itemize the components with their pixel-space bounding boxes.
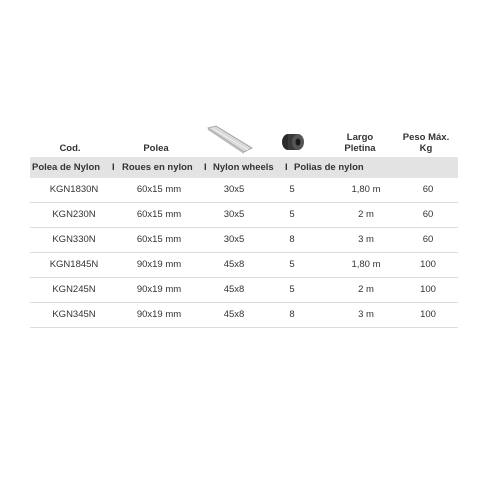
table-header	[0, 124, 494, 154]
table-row	[30, 178, 458, 203]
cell-largo: 2 m	[358, 209, 374, 220]
band-separator: I	[112, 162, 115, 173]
cell-cod: KGN1830N	[49, 184, 99, 195]
table-row	[30, 203, 458, 228]
cell-wheel: 5	[289, 284, 295, 295]
cell-wheel: 5	[289, 184, 295, 195]
cell-cod: KGN345N	[52, 309, 96, 320]
cell-bar-size: 30x5	[223, 234, 245, 245]
cell-bar-size: 30x5	[223, 184, 245, 195]
cell-largo: 3 m	[358, 309, 374, 320]
cell-largo: 1,80 m	[351, 259, 381, 270]
cell-cod: KGN230N	[52, 209, 96, 220]
cell-largo: 3 m	[358, 234, 374, 245]
cell-cod: KGN330N	[52, 234, 96, 245]
header-polea: Polea	[143, 143, 169, 154]
cell-polea: 90x19 mm	[136, 259, 182, 270]
cell-bar-size: 45x8	[223, 309, 245, 320]
product-rows	[30, 178, 458, 328]
flat-bar-icon	[204, 124, 254, 154]
band-label-en: Nylon wheels	[213, 162, 274, 173]
cell-wheel: 8	[289, 309, 295, 320]
header-largo-pletina	[330, 132, 390, 154]
cell-peso: 60	[422, 209, 434, 220]
table-row	[30, 278, 458, 303]
cell-peso: 100	[420, 259, 436, 270]
table-row	[30, 253, 458, 278]
header-peso-line1: Peso Máx.	[402, 132, 450, 143]
nylon-wheel-icon	[280, 132, 306, 152]
header-cod: Cod.	[59, 143, 81, 154]
cell-cod: KGN1845N	[49, 259, 99, 270]
cell-wheel: 8	[289, 234, 295, 245]
cell-bar-size: 30x5	[223, 209, 245, 220]
cell-largo: 2 m	[358, 284, 374, 295]
cell-wheel: 5	[289, 209, 295, 220]
cell-peso: 60	[422, 234, 434, 245]
cell-largo: 1,80 m	[351, 184, 381, 195]
cell-cod: KGN245N	[52, 284, 96, 295]
cell-polea: 60x15 mm	[136, 209, 182, 220]
header-peso-line2: Kg	[419, 143, 433, 154]
cell-wheel: 5	[289, 259, 295, 270]
band-label-es: Polea de Nylon	[32, 162, 101, 173]
cell-polea: 60x15 mm	[136, 184, 182, 195]
cell-polea: 60x15 mm	[136, 234, 182, 245]
header-largo-line2: Pletina	[344, 143, 376, 154]
cell-peso: 100	[420, 309, 436, 320]
cell-peso: 100	[420, 284, 436, 295]
cell-polea: 90x19 mm	[136, 284, 182, 295]
header-largo-line1: Largo	[346, 132, 374, 143]
cell-polea: 90x19 mm	[136, 309, 182, 320]
band-label-fr: Roues en nylon	[122, 162, 193, 173]
band-separator: I	[285, 162, 288, 173]
cell-bar-size: 45x8	[223, 284, 245, 295]
cell-bar-size: 45x8	[223, 259, 245, 270]
band-separator: I	[204, 162, 207, 173]
header-peso-max	[396, 132, 456, 154]
band-label-pt: Polias de nylon	[294, 162, 364, 173]
table-row	[30, 303, 458, 328]
cell-peso: 60	[422, 184, 434, 195]
category-band	[30, 157, 458, 178]
table-row	[30, 228, 458, 253]
